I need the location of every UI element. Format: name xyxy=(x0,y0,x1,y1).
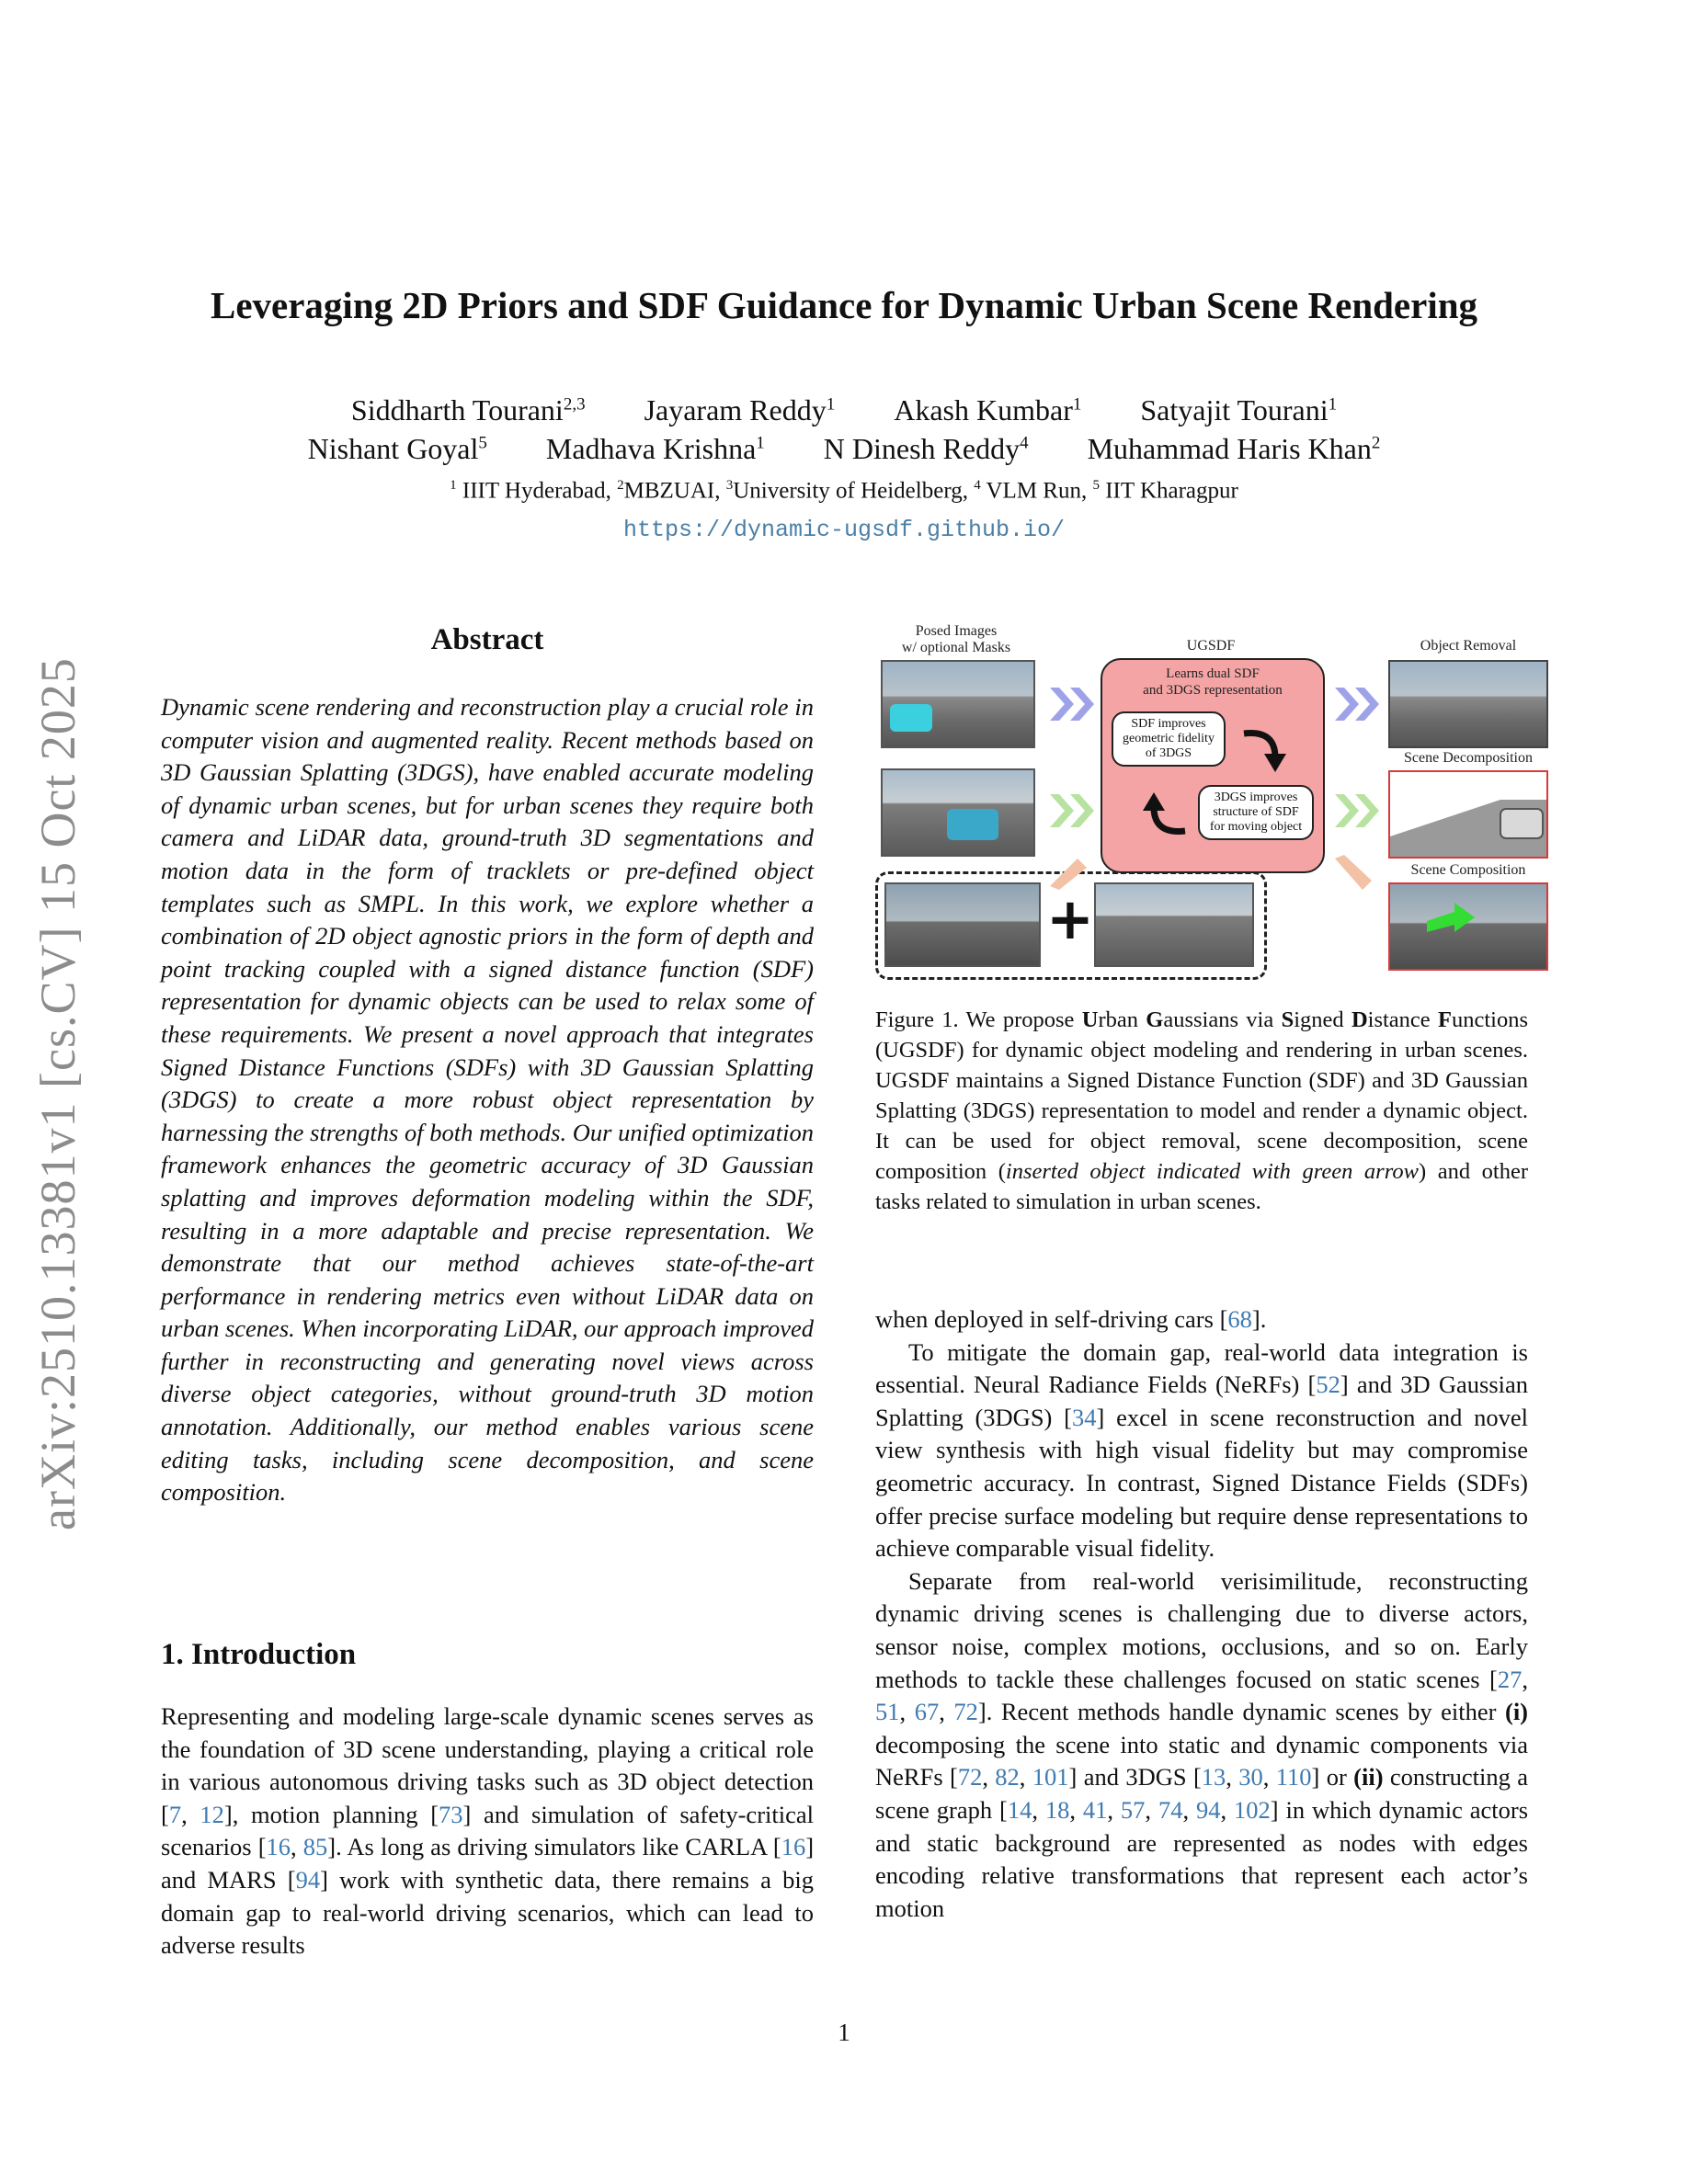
citation-link[interactable]: 102 xyxy=(1234,1795,1271,1824)
chevron-down-right-icon xyxy=(1335,855,1381,892)
authors-row-2 xyxy=(0,432,1688,466)
label-learns-dual: Learns dual SDF and 3DGS representation xyxy=(1143,666,1283,698)
input-image xyxy=(881,660,1035,748)
chevron-right-icon xyxy=(1335,794,1381,827)
citation-link[interactable]: 110 xyxy=(1275,1763,1312,1792)
author: Siddharth Tourani$^{2,3}$ xyxy=(350,393,586,427)
abstract-heading: Abstract xyxy=(430,623,544,656)
author: Satyajit Tourani$^1$ xyxy=(1140,393,1338,427)
figure-1-caption: Figure 1. We propose Urban Gaussians via Signed Distance Functions (UGSDF) for dynamic object modeling and rendering in urban scenes. UGSDF maintains a Signed Distance Function (SDF) and 3D Gaussian Splatting (3DGS) representation to model and render a dynamic object. It can be used for object removal, scene decomposition, scene composition (inserted object indicated with green arrow) and other tasks related to simulation in urban scenes. xyxy=(875,1007,1529,1214)
page-number: 1 xyxy=(838,2019,850,2046)
prior-image xyxy=(884,882,1041,967)
citation-link[interactable]: 73 xyxy=(439,1800,463,1828)
curved-arrow-icon xyxy=(1238,724,1288,774)
citation-link[interactable]: 72 xyxy=(953,1698,978,1726)
chevron-up-right-icon xyxy=(1050,853,1096,890)
prior-image xyxy=(1094,882,1254,967)
author: Jayaram Reddy$^1$ xyxy=(644,393,836,427)
figure-1 xyxy=(875,614,1556,984)
citation-link[interactable]: 74 xyxy=(1158,1795,1183,1824)
curved-arrow-icon xyxy=(1141,791,1191,840)
authors-row-1 xyxy=(0,393,1688,427)
citation-link[interactable]: 67 xyxy=(914,1698,940,1726)
output-scene-composition-image xyxy=(1388,882,1548,971)
label-scene-composition: Scene Composition xyxy=(1410,862,1526,878)
3dgs-improves-box: 3DGS improves structure of SDF for moving object xyxy=(1198,785,1314,840)
arxiv-stamp-text: arXiv:2510.13381v1 [cs.CV] 15 Oct 2025 xyxy=(30,657,86,1530)
citation-link[interactable]: 94 xyxy=(295,1865,321,1894)
citation-link[interactable]: 85 xyxy=(302,1833,328,1861)
project-url-link[interactable]: https://dynamic-ugsdf.github.io/ xyxy=(622,517,1066,543)
paper-title: Leveraging 2D Priors and SDF Guidance for Dynamic Urban Scene Rendering xyxy=(210,284,1478,326)
sdf-improves-box: SDF improves geometric fidelity of 3DGS xyxy=(1112,711,1226,767)
citation-link[interactable]: 13 xyxy=(1201,1763,1226,1792)
author: Akash Kumbar$^1$ xyxy=(894,393,1082,427)
citation-link[interactable]: 101 xyxy=(1032,1763,1069,1792)
citation-link[interactable]: 41 xyxy=(1082,1795,1108,1824)
citation-link[interactable]: 72 xyxy=(957,1763,983,1792)
citation-link[interactable]: 94 xyxy=(1195,1795,1221,1824)
chevron-right-icon xyxy=(1050,794,1096,827)
citation-link[interactable]: 30 xyxy=(1238,1763,1263,1792)
author: Madhava Krishna$^1$ xyxy=(545,432,765,465)
chevron-right-icon xyxy=(1050,688,1096,721)
introduction-heading: 1. Introduction xyxy=(161,1638,357,1671)
citation-link[interactable]: 7 xyxy=(168,1800,182,1828)
paragraph: when deployed in self-driving cars [68]. xyxy=(875,1305,1267,1333)
citation-link[interactable]: 52 xyxy=(1316,1371,1340,1399)
paragraph: To mitigate the domain gap, real-world data integration is essential. Neural Radiance Fields (NeRFs) [52] and 3D Gaussian Splatting (3DGS) [34] excel in scene reconstruction and novel view synthesis with high visual fidelity but may compromise geometric accuracy. In contrast, Signed Distance Fields (SDFs) offer precise surface modeling but require dense representations to achieve comparable visual fidelity. xyxy=(875,1337,1529,1563)
arxiv-stamp xyxy=(17,607,99,1581)
citation-link[interactable]: 51 xyxy=(875,1698,900,1726)
label-ugsdf: UGSDF xyxy=(1186,638,1236,654)
paragraph: Separate from real-world verisimilitude, reconstructing dynamic driving scenes is challenging due to diverse actors, sensor noise, complex motions, occlusions, and so on. Early methods to tackle these challenges focused on static scenes [27, 51, 67, 72]. Recent methods handle dynamic scenes by either (i) decomposing the scene into static and dynamic components via NeRFs [72, 82, 101] and 3DGS [13, 30, 110] or (ii) constructing a scene graph [14, 18, 41, 57, 74, 94, 102] in which dynamic actors and static background are represented as nodes with edges encoding relative transformations that represent each actor’s motion xyxy=(875,1566,1529,1922)
author: Nishant Goyal$^5$ xyxy=(307,432,487,465)
citation-link[interactable]: 16 xyxy=(266,1833,291,1861)
output-object-removal-image xyxy=(1388,660,1548,748)
plus-icon: + xyxy=(1046,885,1094,952)
abstract-text: Dynamic scene rendering and reconstruction play a crucial role in computer vision and augmented reality. Recent methods based on 3D Gaussian Splatting (3DGS), have enabled accurate modeling of dynamic urban scenes, but for urban scenes they require both camera and LiDAR data, ground-truth 3D segmentations and motion data in the form of tracklets or pre-defined object templates such as SMPL. In this work, we explore whether a combination of 2D object agnostic priors in the form of depth and point tracking coupled with a signed distance function (SDF) representation for dynamic objects can be used to relax some of these requirements. We present a novel approach that integrates Signed Distance Functions (SDFs) with 3D Gaussian Splatting (3DGS) to create a more robust object representation by harnessing the strengths of both methods. Our unified optimization framework enhances the geometric accuracy of 3D Gaussian splatting and improves deformation modeling within the SDF, resulting in a more adaptable and precise representation. We demonstrate that our method achieves state-of-the-art performance in rendering metrics even without LiDAR data on urban scenes. When incorporating LiDAR, our approach improved further in reconstructing and generating novel views across diverse object categories, without ground-truth 3D motion annotation. Additionally, our method enables various scene editing tasks, including scene decomposition, and scene composition. xyxy=(161,693,814,1507)
affiliations: $^1$ IIIT Hyderabad, $^2$MBZUAI, $^3$University of Heidelberg, $^4$ VLM Run, $^5$ IIT Kharagpur xyxy=(450,478,1238,504)
author: Muhammad Haris Khan$^2$ xyxy=(1087,432,1381,465)
introduction-paragraph: Representing and modeling large-scale dynamic scenes serves as the foundation of 3D scene understanding, playing a critical role in various autonomous driving tasks such as 3D object detection [7, 12], motion planning [73] and simulation of safety-critical scenarios [16, 85]. As long as driving simulators like CARLA [16] and MARS [94] work with synthetic data, there remains a big domain gap to real-world driving scenarios, which can lead to adverse results xyxy=(161,1702,815,1960)
citation-link[interactable]: 57 xyxy=(1120,1795,1146,1824)
label-object-removal: Object Removal xyxy=(1420,638,1517,654)
input-image xyxy=(881,768,1035,857)
output-scene-decomposition-image xyxy=(1388,770,1548,859)
citation-link[interactable]: 34 xyxy=(1071,1403,1097,1431)
label-posed-images: Posed Images w/ optional Masks xyxy=(901,623,1011,655)
citation-link[interactable]: 12 xyxy=(200,1800,224,1828)
label-scene-decomposition: Scene Decomposition xyxy=(1404,750,1533,766)
chevron-right-icon xyxy=(1335,688,1381,721)
right-column-text xyxy=(875,1303,1528,1925)
ugsdf-block xyxy=(1101,658,1325,873)
citation-link[interactable]: 16 xyxy=(781,1833,806,1861)
citation-link[interactable]: 14 xyxy=(1007,1795,1032,1824)
citation-link[interactable]: 68 xyxy=(1227,1305,1252,1333)
citation-link[interactable]: 82 xyxy=(995,1763,1020,1792)
author: N Dinesh Reddy$^4$ xyxy=(823,432,1029,465)
citation-link[interactable]: 18 xyxy=(1044,1795,1070,1824)
citation-link[interactable]: 27 xyxy=(1497,1665,1523,1693)
